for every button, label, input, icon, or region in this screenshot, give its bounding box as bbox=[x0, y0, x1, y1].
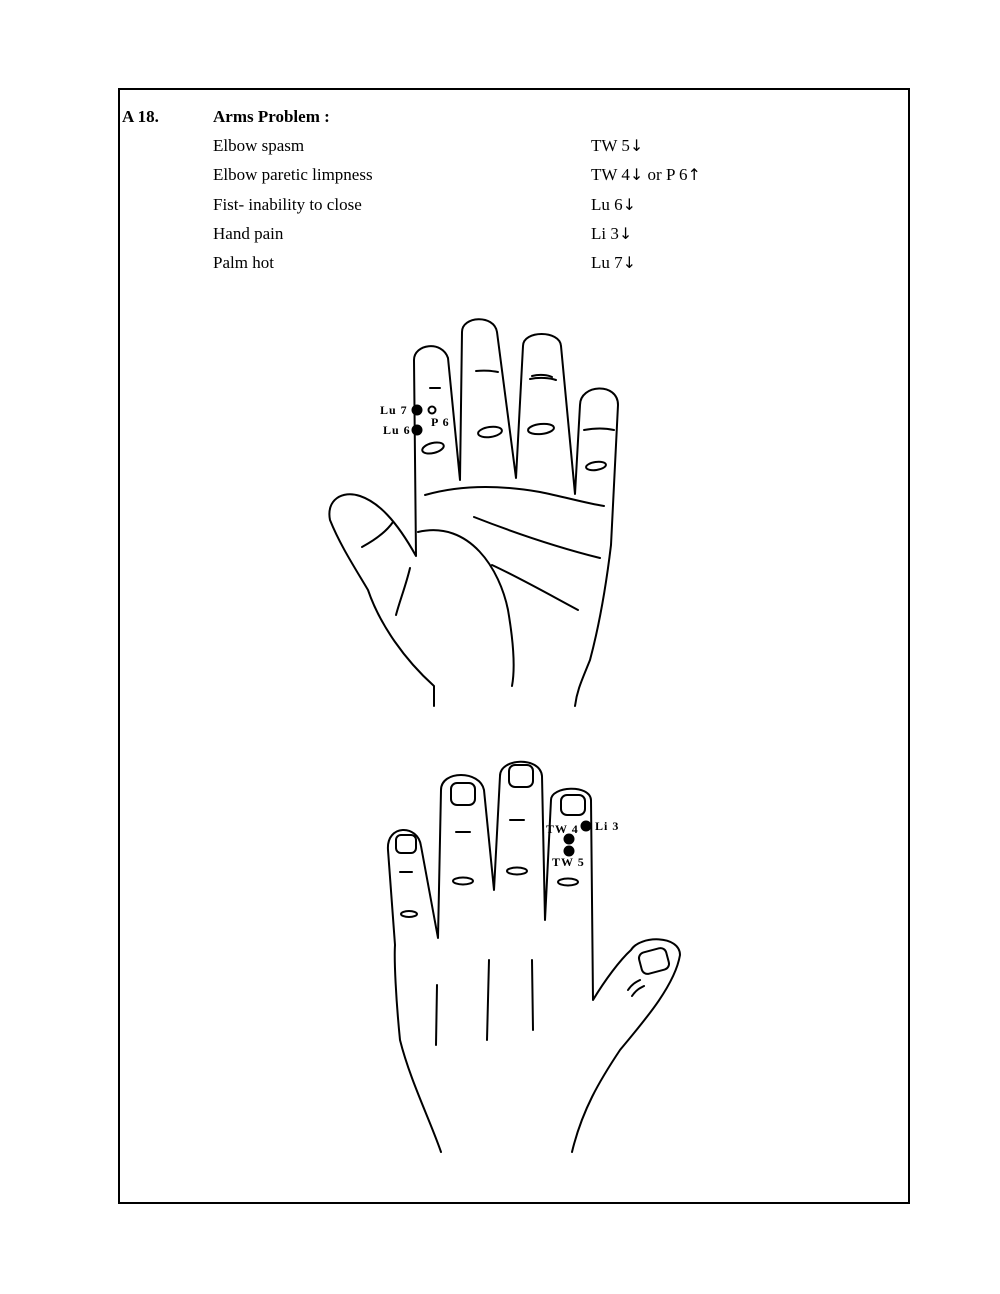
down-arrow-icon: ↓ bbox=[629, 136, 644, 155]
condition-label: Fist- inability to close bbox=[213, 195, 362, 214]
section-title: Arms Problem : bbox=[213, 107, 330, 126]
lu6-label: Lu 6 bbox=[383, 423, 411, 437]
down-arrow-icon: ↓ bbox=[622, 195, 637, 214]
condition-label: Elbow spasm bbox=[213, 136, 305, 155]
section-number: A 18. bbox=[122, 107, 159, 126]
condition-label: Elbow paretic limpness bbox=[213, 165, 373, 184]
point-label: Lu 6 bbox=[591, 195, 623, 214]
alt-point-label: P 6 bbox=[665, 165, 688, 184]
tw4-label: TW 4 bbox=[546, 822, 579, 836]
down-arrow-icon: ↓ bbox=[629, 165, 644, 184]
condition-label: Hand pain bbox=[213, 224, 284, 243]
lu7-label: Lu 7 bbox=[380, 403, 408, 417]
li3-label: Li 3 bbox=[595, 819, 620, 833]
tw5-label: TW 5 bbox=[552, 855, 585, 869]
point-label: Lu 7 bbox=[591, 253, 623, 272]
alternative-connector: or bbox=[643, 165, 666, 184]
down-arrow-icon: ↓ bbox=[618, 224, 633, 243]
point-label: TW 4 bbox=[591, 165, 630, 184]
p6-label: P 6 bbox=[431, 415, 450, 429]
up-arrow-icon: ↑ bbox=[687, 165, 701, 184]
down-arrow-icon: ↓ bbox=[622, 253, 637, 272]
point-label: TW 5 bbox=[591, 136, 630, 155]
condition-label: Palm hot bbox=[213, 253, 274, 272]
point-label: Li 3 bbox=[591, 224, 619, 243]
